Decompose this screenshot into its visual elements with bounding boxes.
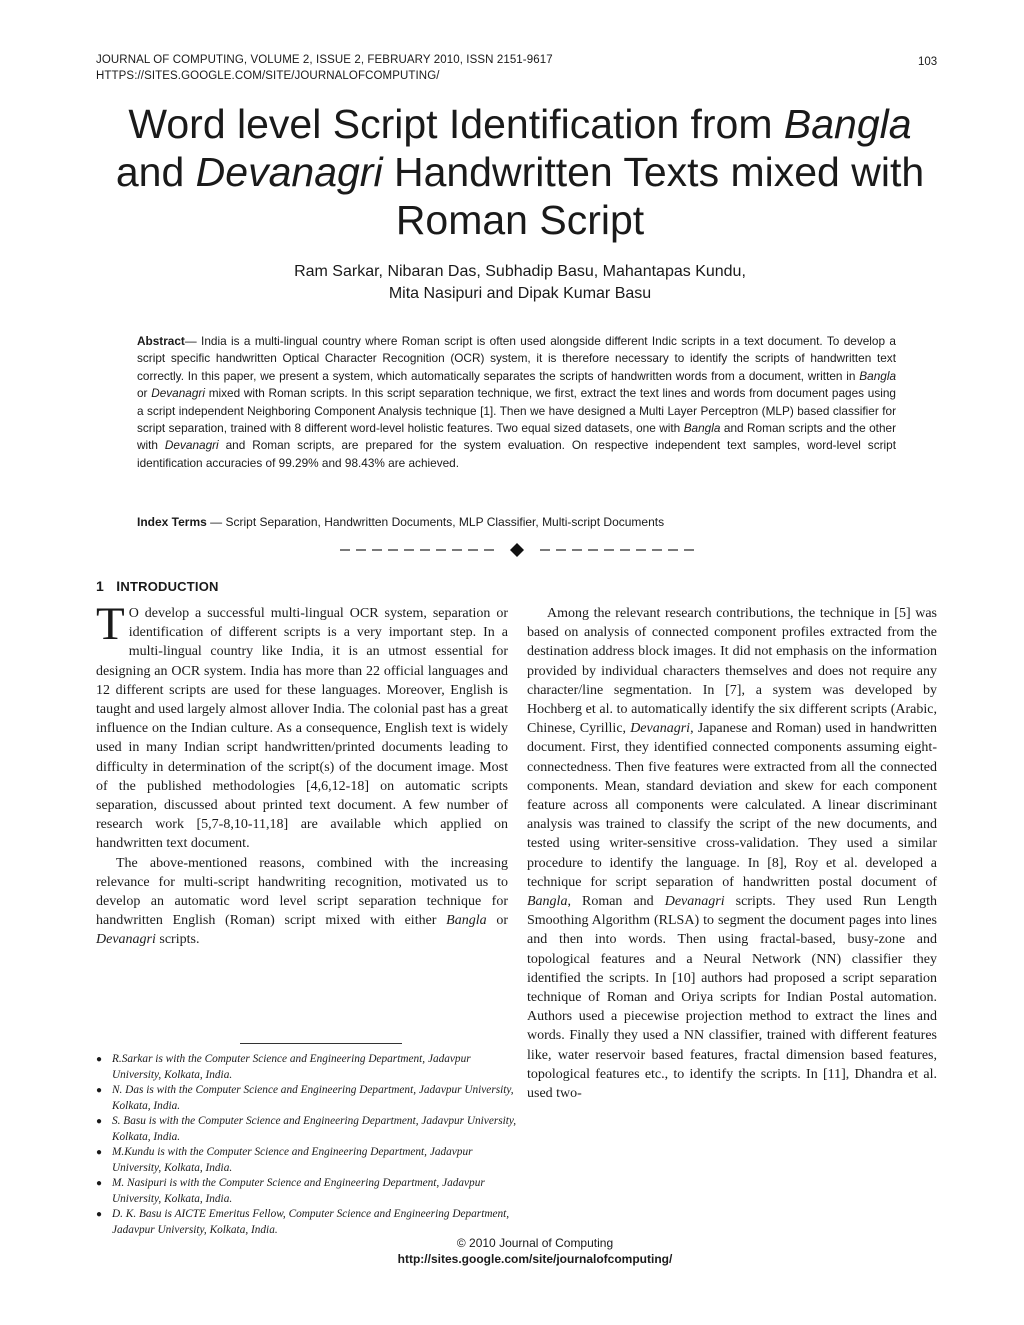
section-title-initial: I <box>116 578 121 594</box>
page-number: 103 <box>918 56 938 68</box>
affiliation-text: D. K. Basu is AICTE Emeritus Fellow, Computer Science and Engineering Department, Jadavpur University, Kolkata, India. <box>112 1208 510 1236</box>
index-terms-text: — Script Separation, Handwritten Documents, MLP Classifier, Multi-script Documents <box>206 515 665 529</box>
section-heading-introduction <box>96 578 219 594</box>
bullet-icon: ● <box>96 1085 103 1096</box>
section-separator <box>340 538 695 562</box>
abstract-text: and Roman scripts and the other with <box>137 421 896 453</box>
right-column <box>527 604 937 1103</box>
abstract <box>137 333 896 472</box>
author-line-2: Mita Nasipuri and Dipak Kumar Basu <box>388 285 652 302</box>
bullet-icon: ● <box>96 1116 103 1127</box>
paragraph-text: scripts. <box>155 932 200 948</box>
abstract-italic: Bangla <box>859 368 896 383</box>
paragraph-italic: Bangla <box>527 894 568 910</box>
affiliation-text: M.Kundu is with the Computer Science and Engineering Department, Jadavpur University, Kolkata, India. <box>112 1146 473 1174</box>
title-italic-bangla: Bangla <box>783 101 912 147</box>
author-affiliations <box>96 1052 520 1238</box>
abstract-dash: — <box>184 334 202 348</box>
abstract-text: India is a multi-lingual country where Roman script is often used alongside different Indic scripts in a text document. To develop a script specific handwritten Optical Character Recognition (OCR) system, it is therefore necessary to identify the scripts of handwritten text correctly. In this paper, we present a system, which automatically separates the scripts of handwritten words from a document, written in <box>137 334 896 383</box>
index-terms <box>137 514 897 531</box>
affiliation-item <box>96 1114 520 1145</box>
intro-paragraph-3 <box>527 604 937 1103</box>
affiliation-text: R.Sarkar is with the Computer Science and Engineering Department, Jadavpur University, Kolkata, India. <box>112 1053 471 1081</box>
paragraph-text: , Roman and <box>567 894 665 910</box>
footnote-divider <box>240 1043 402 1044</box>
drop-cap: T <box>96 598 125 650</box>
paragraph-text: Among the relevant research contributions, the technique in [5] was based on analysis of connected component profiles extracted from the destination address block images. It did not emphasis on the information provided by individual characters themselves and does not require any character/line segmentation. In [7], a system was developed by Hochberg et al. to automatically identify the six different scripts (Arabic, Chinese, Cyrillic, <box>527 606 937 737</box>
section-number: 1 <box>96 578 104 594</box>
footer-url: http://sites.google.com/site/journalofcomputing/ <box>397 1252 673 1266</box>
title-italic-devanagri: Devanagri <box>195 149 383 195</box>
diamond-icon <box>510 543 524 557</box>
title-text-1: Word level Script Identification from <box>128 101 784 147</box>
left-column <box>96 598 508 950</box>
journal-line: JOURNAL OF COMPUTING, VOLUME 2, ISSUE 2, FEBRUARY 2010, ISSN 2151-9617 <box>96 54 553 66</box>
abstract-text: mixed with Roman scripts. In this script separation technique, we first, extract the text lines and words from document pages using a script independent Neighboring Component Analysis technique [1]. Then we have designed a Multi Layer Perceptron (MLP) based classifier for script separation, trained with 8 different word-level holistic features. Two equal sized datasets, one with <box>137 386 896 436</box>
abstract-label: Abstract <box>137 334 185 348</box>
paragraph-italic: Devanagri <box>664 894 725 910</box>
paper-title <box>60 100 980 244</box>
abstract-italic: Devanagri <box>151 386 205 401</box>
affiliation-item <box>96 1145 520 1176</box>
affiliation-text: S. Basu is with the Computer Science and Engineering Department, Jadavpur University, Kolkata, India. <box>112 1115 517 1143</box>
paragraph-text: or <box>486 913 508 929</box>
affiliation-text: M. Nasipuri is with the Computer Science and Engineering Department, Jadavpur University, Kolkata, India. <box>112 1177 485 1205</box>
paragraph-text: scripts. They used Run Length Smoothing Algorithm (RLSA) to segment the document pages into lines and then into words. Then using fractal-based, busy-zone and topological features and a Neural Network (NN) classifier they identified the scripts. In [10] authors had proposed a script separation technique of Roman and Oriya scripts for Indian Postal automation. Authors used a piecewise projection method to extract the lines and words. Finally they used a NN classifier, trained with different features like, water reservoir based features, fractal dimension based features, topological features etc., to identify the scripts. In [11], Dhandra et al. used two- <box>527 894 937 1102</box>
bullet-icon: ● <box>96 1147 103 1158</box>
affiliation-item <box>96 1083 520 1114</box>
index-terms-label: Index Terms <box>137 515 207 529</box>
page-footer <box>380 1235 690 1267</box>
running-header <box>96 52 553 84</box>
affiliation-item <box>96 1176 520 1207</box>
paragraph-italic: Bangla <box>446 913 487 929</box>
paragraph-text: , Japanese and Roman) used in handwritten document. First, they identified connected components assuming eight-connectedness. Then five features were extracted from all the connected components. Mean, standard deviation and skew for each component feature across all components were calculated. A linear discriminant analysis was trained to classify the script of the new documents, and tested using writer-sensitive cross-validation. They used a similar procedure to identify the language. In [8], Roy et al. developed a technique for script separation of handwritten postal document of <box>527 721 937 890</box>
section-title-rest: NTRODUCTION <box>120 579 219 594</box>
paragraph-text: The above-mentioned reasons, combined with the increasing relevance for multi-script handwriting recognition, motivated us to develop an automatic word level script separation technique for handwritten English (Roman) script mixed with either <box>96 855 508 929</box>
abstract-text: or <box>137 386 152 401</box>
copyright-notice: © 2010 Journal of Computing <box>456 1236 614 1250</box>
paragraph-italic: Devanagri <box>96 932 156 948</box>
affiliation-item <box>96 1207 520 1238</box>
abstract-italic: Bangla <box>683 421 721 436</box>
affiliation-item <box>96 1052 520 1083</box>
bullet-icon: ● <box>96 1209 103 1220</box>
affiliation-text: N. Das is with the Computer Science and Engineering Department, Jadavpur University, Kolkata, India. <box>112 1084 514 1112</box>
author-line-1: Ram Sarkar, Nibaran Das, Subhadip Basu, Mahantapas Kundu, <box>294 263 746 280</box>
intro-paragraph-1 <box>96 598 508 854</box>
journal-url-line: HTTPS://SITES.GOOGLE.COM/SITE/JOURNALOFCOMPUTING/ <box>96 70 440 82</box>
author-list <box>60 261 980 305</box>
abstract-italic: Devanagri <box>164 438 219 453</box>
paragraph-italic: Devanagri <box>630 721 691 737</box>
title-text-2: and <box>115 149 196 195</box>
bullet-icon: ● <box>96 1178 103 1189</box>
intro-paragraph-2 <box>96 854 508 950</box>
paragraph-text: O develop a successful multi-lingual OCR system, separation or identification of different scripts is a very important step. In a multi-lingual country like India, it is an utmost essential for designing an OCR system. India has more than 22 official languages and 12 different scripts are used for these languages. Moreover, English is taught and used largely almost allover India. The colonial past has a great influence on the Indian culture. As a consequence, English text is widely used in many Indian script handwritten/printed documents leading to difficulty in determination of the script(s) of the document image. Most of the published methodologies [4,6,12-18] on automatic scripts separation, discussed about printed text document. A few number of research work [5,7-8,10-11,18] are available which applied on handwritten text document. <box>96 606 508 852</box>
title-text-3: Handwritten Texts mixed with Roman Script <box>382 149 925 243</box>
abstract-text: and Roman scripts, are prepared for the system evaluation. On respective independent text samples, word-level script identification accuracies of 99.29% and 98.43% are achieved. <box>137 438 896 470</box>
bullet-icon: ● <box>96 1054 103 1065</box>
